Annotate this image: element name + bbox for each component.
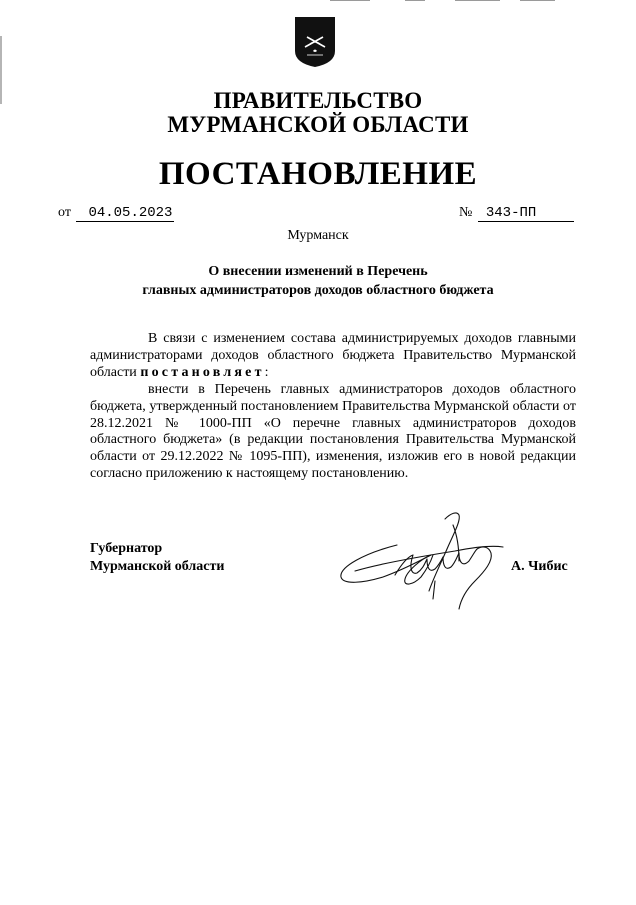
subject-line2: главных администраторов доходов областного бюджета — [142, 283, 494, 298]
body-paragraph-1 — [90, 331, 576, 381]
scan-edge-marks — [330, 0, 630, 2]
city-name: Мурманск — [287, 228, 349, 243]
coat-of-arms-icon — [293, 15, 337, 69]
handwritten-signature — [335, 505, 510, 620]
document-date — [58, 205, 174, 222]
date-prefix: от — [58, 205, 71, 220]
document-subject — [0, 262, 636, 300]
para1-text: В связи с изменением состава администрируемых доходов главными администраторами доходов областного бюджета Правительство Мурманской области — [90, 331, 576, 380]
document-number — [459, 205, 574, 222]
para1-colon: : — [264, 364, 269, 380]
number-prefix: № — [459, 205, 473, 220]
signatory-title — [90, 540, 224, 576]
date-value: 04.05.2023 — [76, 205, 174, 222]
signatory-name: А. Чибис — [511, 559, 568, 574]
number-value: 343-ПП — [478, 205, 574, 222]
org-name-line1: ПРАВИТЕЛЬСТВО — [213, 88, 423, 113]
signatory-title-line2: Мурманской области — [90, 559, 225, 574]
document-type-title: ПОСТАНОВЛЕНИЕ — [158, 156, 478, 192]
org-name-line2: МУРМАНСКОЙ ОБЛАСТИ — [167, 112, 469, 137]
decree-keyword: постановляет — [140, 364, 265, 380]
signatory-title-line1: Губернатор — [90, 541, 163, 556]
body-paragraph-2: внести в Перечень главных администраторов доходов областного бюджета, утвержденный постановлением Правительства Мурманской области от 28.12.2021 № 1000-ПП «О перечне главных администраторов доходов областного бюджета» (в редакции постановления Правительства Мурманской области от 29.12.2022 № 1095-ПП), изменения, изложив его в новой редакции согласно приложению к настоящему постановлению. — [90, 382, 576, 481]
subject-line1: О внесении изменений в Перечень — [208, 264, 428, 279]
